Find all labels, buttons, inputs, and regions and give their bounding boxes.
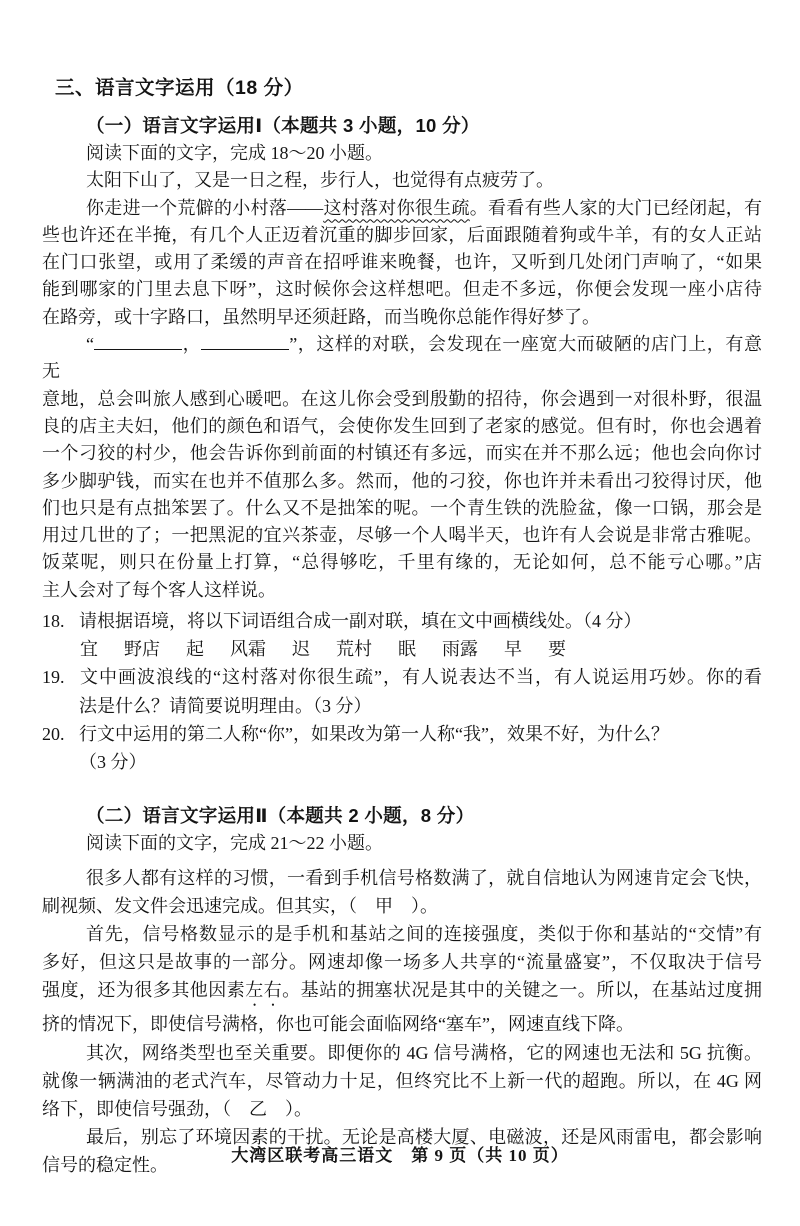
passage-line	[42, 577, 762, 604]
text-run: 良的店主夫妇，他们的颜色和语气，会使你发生回到了老家的感觉。但有时，你也会遇着	[42, 415, 762, 436]
text-run: 在路旁，或十字路口，虽然明早还须赶路，而当晚你总能作得好梦了。	[42, 306, 600, 327]
text-run: 一个刁狡的村少，他会告诉你到前面的村镇还有多远，而实在并不那么远；他也会向你讨	[42, 443, 762, 464]
page-footer: 大湾区联考高三语文 第 9 页（共 10 页）	[231, 1146, 569, 1165]
part1-intro: 阅读下面的文字，完成 18～20 小题。	[86, 143, 383, 163]
text-run: ，	[182, 334, 202, 355]
wavy-underlined-text: 这村落对你很生疏	[323, 197, 470, 218]
text-run: 们也只是有点拙笨罢了。什么又不是拙笨的呢。一个青生铁的洗脸盆，像一口锅，那会是	[42, 497, 762, 518]
word-option: 野店	[124, 639, 160, 660]
question-number: 20.	[42, 723, 65, 744]
text-run: （3 分）	[79, 752, 147, 773]
text-run: 饭菜呢，则只在份量上打算，“总得够吃，千里有缘的，无论如何，总不能亏心哪。”店	[42, 552, 762, 573]
text-run: 就像一辆满油的老式汽车，尽管动力十足，但终究比不上新一代的超跑。所以，在 4G 网	[42, 1070, 762, 1091]
text-run: 行文中运用的第二人称“你”，如果改为第一人称“我”，效果不好，为什么？	[79, 723, 669, 744]
question-line	[42, 663, 762, 691]
passage-line	[42, 386, 762, 413]
text-run: 意地，总会叫旅人感到心暖吧。在这儿你会受到殷勤的招待，你会遇到一对很朴野，很温	[42, 388, 762, 409]
passage-line	[42, 948, 762, 976]
word-option: 荒村	[336, 639, 372, 660]
text-run: 多好，但这只是故事的一部分。网速却像一场多人共享的“流量盛宴”，不仅取决于信号	[42, 952, 762, 973]
passage-line	[42, 276, 762, 303]
question-number: 18.	[42, 611, 65, 632]
word-option: 起	[186, 639, 204, 660]
text-run: 在门口张望，或用了柔缓的声音在招呼谁来晚餐，也许，又听到几处闭门声响了，“如果	[42, 252, 762, 273]
passage-line	[42, 167, 762, 194]
passage-line	[42, 304, 762, 331]
text-run: 络下，即使信号强劲，（ 乙 ）。	[42, 1098, 312, 1119]
text-run: 很多人都有这样的习惯，一看到手机信号格数满了，就自信地认为网速肯定会飞快，	[86, 867, 762, 888]
passage-line	[42, 249, 762, 276]
passage-line	[42, 1039, 762, 1067]
text-run: 其次，网络类型也至关重要。即便你的 4G 信号满格，它的网速也无法和 5G 抗衡。	[86, 1042, 762, 1063]
text-run: 能到哪家的门里去息下呀”，这时候你会这样想吧。但走不多远，你便会发现一座小店待	[42, 279, 762, 300]
part2-passage	[42, 864, 762, 1180]
text-run: ”，这样的对联，会发现在一座宽大而破陋的店门上，有意无	[42, 334, 762, 382]
word-option: 眠	[398, 639, 416, 660]
question-line	[42, 607, 762, 635]
text-run: 强度，还为很多其他因素	[42, 980, 246, 1001]
passage-line	[42, 549, 762, 576]
passage-line	[42, 413, 762, 440]
part2-intro: 阅读下面的文字，完成 21～22 小题。	[86, 833, 383, 854]
passage-line	[42, 195, 762, 222]
text-run: 挤的情况下，即使信号满格，你也可能会面临网络“塞车”，网速直线下降。	[42, 1014, 634, 1035]
emphasized-text: 左右	[245, 980, 283, 1001]
passage-line	[42, 1010, 762, 1038]
word-option: 风霜	[230, 639, 266, 660]
passage-line	[42, 748, 762, 776]
blank-underline	[201, 331, 289, 350]
text-run: 首先，信号格数显示的是手机和基站之间的连接强度，类似于你和基站的“交情”有	[86, 923, 762, 944]
text-run: 法是什么？请简要说明理由。（3 分）	[79, 695, 372, 716]
text-run: 太阳下山了，又是一日之程，步行人，也觉得有点疲劳了。	[86, 170, 554, 191]
word-option: 要	[548, 639, 566, 660]
word-option: 雨露	[442, 639, 478, 660]
passage-line	[42, 222, 762, 249]
text-run: 。看看有些人家的大门已经闭起，有	[469, 197, 763, 218]
passage-line	[42, 892, 762, 920]
passage-line	[42, 1067, 762, 1095]
part2-title: （二）语言文字运用Ⅱ（本题共 2 小题，8 分）	[86, 805, 475, 827]
word-bank	[42, 635, 762, 663]
question-number: 19.	[42, 667, 65, 688]
text-run: 最后，别忘了环境因素的干扰。无论是高楼大厦、电磁波，还是风雨雷电，都会影响	[86, 1127, 762, 1148]
section-title: 三、语言文字运用（18 分）	[55, 77, 304, 99]
word-option: 迟	[292, 639, 310, 660]
blank-underline	[94, 331, 182, 350]
question-line	[42, 720, 762, 748]
text-run: 些也许还在半掩，有几个人正迈着沉重的脚步回家，后面跟随着狗或牛羊，有的女人正站	[42, 224, 762, 245]
passage-line	[42, 440, 762, 467]
word-option: 早	[504, 639, 522, 660]
text-run: “	[86, 334, 94, 355]
text-run: 刷视频、发文件会迅速完成。但其实，（ 甲 ）。	[42, 895, 438, 916]
part1-questions	[42, 607, 762, 776]
text-run: 你走进一个荒僻的小村落——	[86, 197, 324, 218]
passage-line	[42, 522, 762, 549]
part1-passage	[42, 167, 762, 604]
passage-line	[42, 1095, 762, 1123]
text-run: 。基站的拥塞状况是其中的关键之一。所以，在基站过度拥	[282, 980, 763, 1001]
text-run: 多少脚驴钱，而实在也并不值那么多。然而，他的刁狡，你也许并未看出刁狡得讨厌，他	[42, 470, 762, 491]
passage-line	[42, 692, 762, 720]
text-run: 主人会对了每个客人这样说。	[42, 579, 276, 600]
passage-line	[42, 331, 762, 386]
part1-title: （一）语言文字运用Ⅰ（本题共 3 小题，10 分）	[86, 115, 480, 136]
text-run: 请根据语境，将以下词语组合成一副对联，填在文中画横线处。（4 分）	[79, 611, 642, 632]
passage-line	[42, 495, 762, 522]
passage-line	[42, 920, 762, 948]
passage-line	[42, 468, 762, 495]
text-run: 文中画波浪线的“这村落对你很生疏”，有人说表达不当，有人说运用巧妙。你的看	[79, 667, 762, 688]
text-run: 用过几世的了；一把黑泥的宜兴茶壶，尽够一个人喝半天，也许有人会说是非常古雅呢。	[42, 525, 762, 546]
passage-line	[42, 864, 762, 892]
text-run: 信号的稳定性。	[42, 1155, 168, 1176]
word-option: 宜	[80, 639, 98, 660]
passage-line	[42, 976, 762, 1010]
